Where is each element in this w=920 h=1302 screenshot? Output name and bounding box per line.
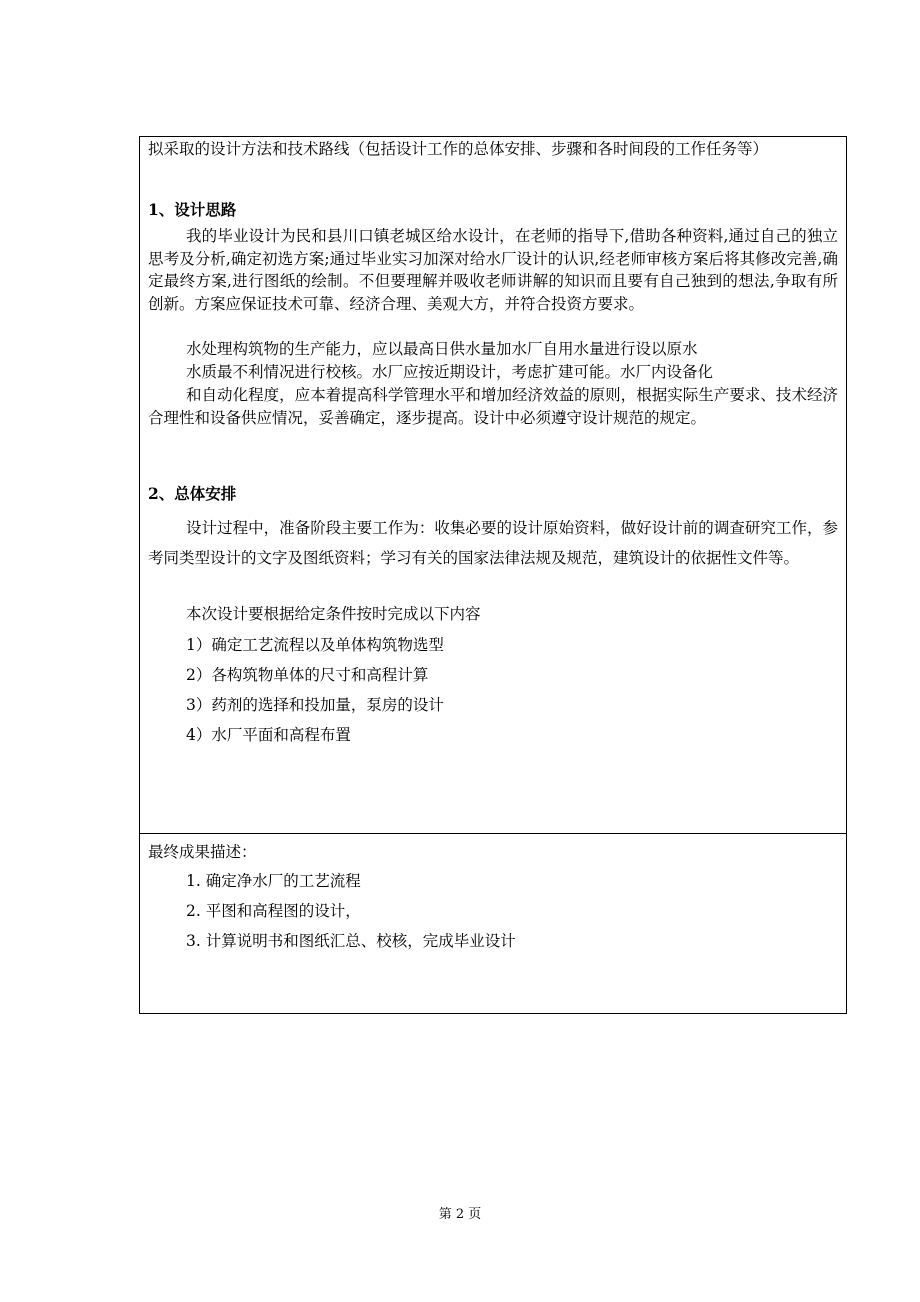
heading-overall-plan: 2、总体安排 [148,484,237,503]
list-item: 1. 确定净水厂的工艺流程 [186,872,361,890]
list-item: 1）确定工艺流程以及单体构筑物选型 [186,636,444,654]
list-item: 3. 计算说明书和图纸汇总、校核，完成毕业设计 [186,932,516,950]
paragraph-capacity-rest: 和自动化程度，应本着提高科学管理水平和增加经济效益的原则，根据实际生产要求、技术经济合理性和设备供应情况，妥善确定，逐步提高。设计中必须遵守设计规范的规定。 [148,386,838,427]
list-item: 4）水厂平面和高程布置 [186,726,351,744]
paragraph-capacity-line1: 水处理构筑物的生产能力，应以最高日供水量加水厂自用水量进行设以原水 [186,340,698,358]
paragraph-task-intro: 本次设计要根据给定条件按时完成以下内容 [186,605,481,623]
list-item: 2. 平图和高程图的设计， [186,902,361,920]
paragraph-preparation: 设计过程中，准备阶段主要工作为：收集必要的设计原始资料，做好设计前的调查研究工作，参考同类型设计的文字及图纸资料；学习有关的国家法律法规及规范，建筑设计的依据性文件等。 [148,519,838,567]
page-number: 第 2 页 [438,1207,482,1222]
heading-design-idea: 1、设计思路 [148,200,237,219]
list-item: 2）各构筑物单体的尺寸和高程计算 [186,666,429,684]
design-method-section [139,136,847,834]
final-result-section [139,833,847,1014]
section-title: 最终成果描述： [148,843,257,861]
list-item: 3）药剂的选择和投加量，泵房的设计 [186,696,444,714]
paragraph-capacity-line2: 水质最不利情况进行校核。水厂应按近期设计，考虑扩建可能。水厂内设备化 [186,363,714,381]
section-title: 拟采取的设计方法和技术路线（包括设计工作的总体安排、步骤和各时间段的工作任务等） [148,140,769,158]
paragraph-design-idea: 我的毕业设计为民和县川口镇老城区给水设计，在老师的指导下,借助各种资料,通过自己的独立思考及分析,确定初选方案;通过毕业实习加深对给水厂设计的认识,经老师审核方案后将其修改完善,确定最终方案,进行图纸的绘制。不但要理解并吸收老师讲解的知识而且要有自己独到的想法,争取有所创新。方案应保证技术可靠、经济合理、美观大方，并符合投资方要求。 [148,227,838,313]
